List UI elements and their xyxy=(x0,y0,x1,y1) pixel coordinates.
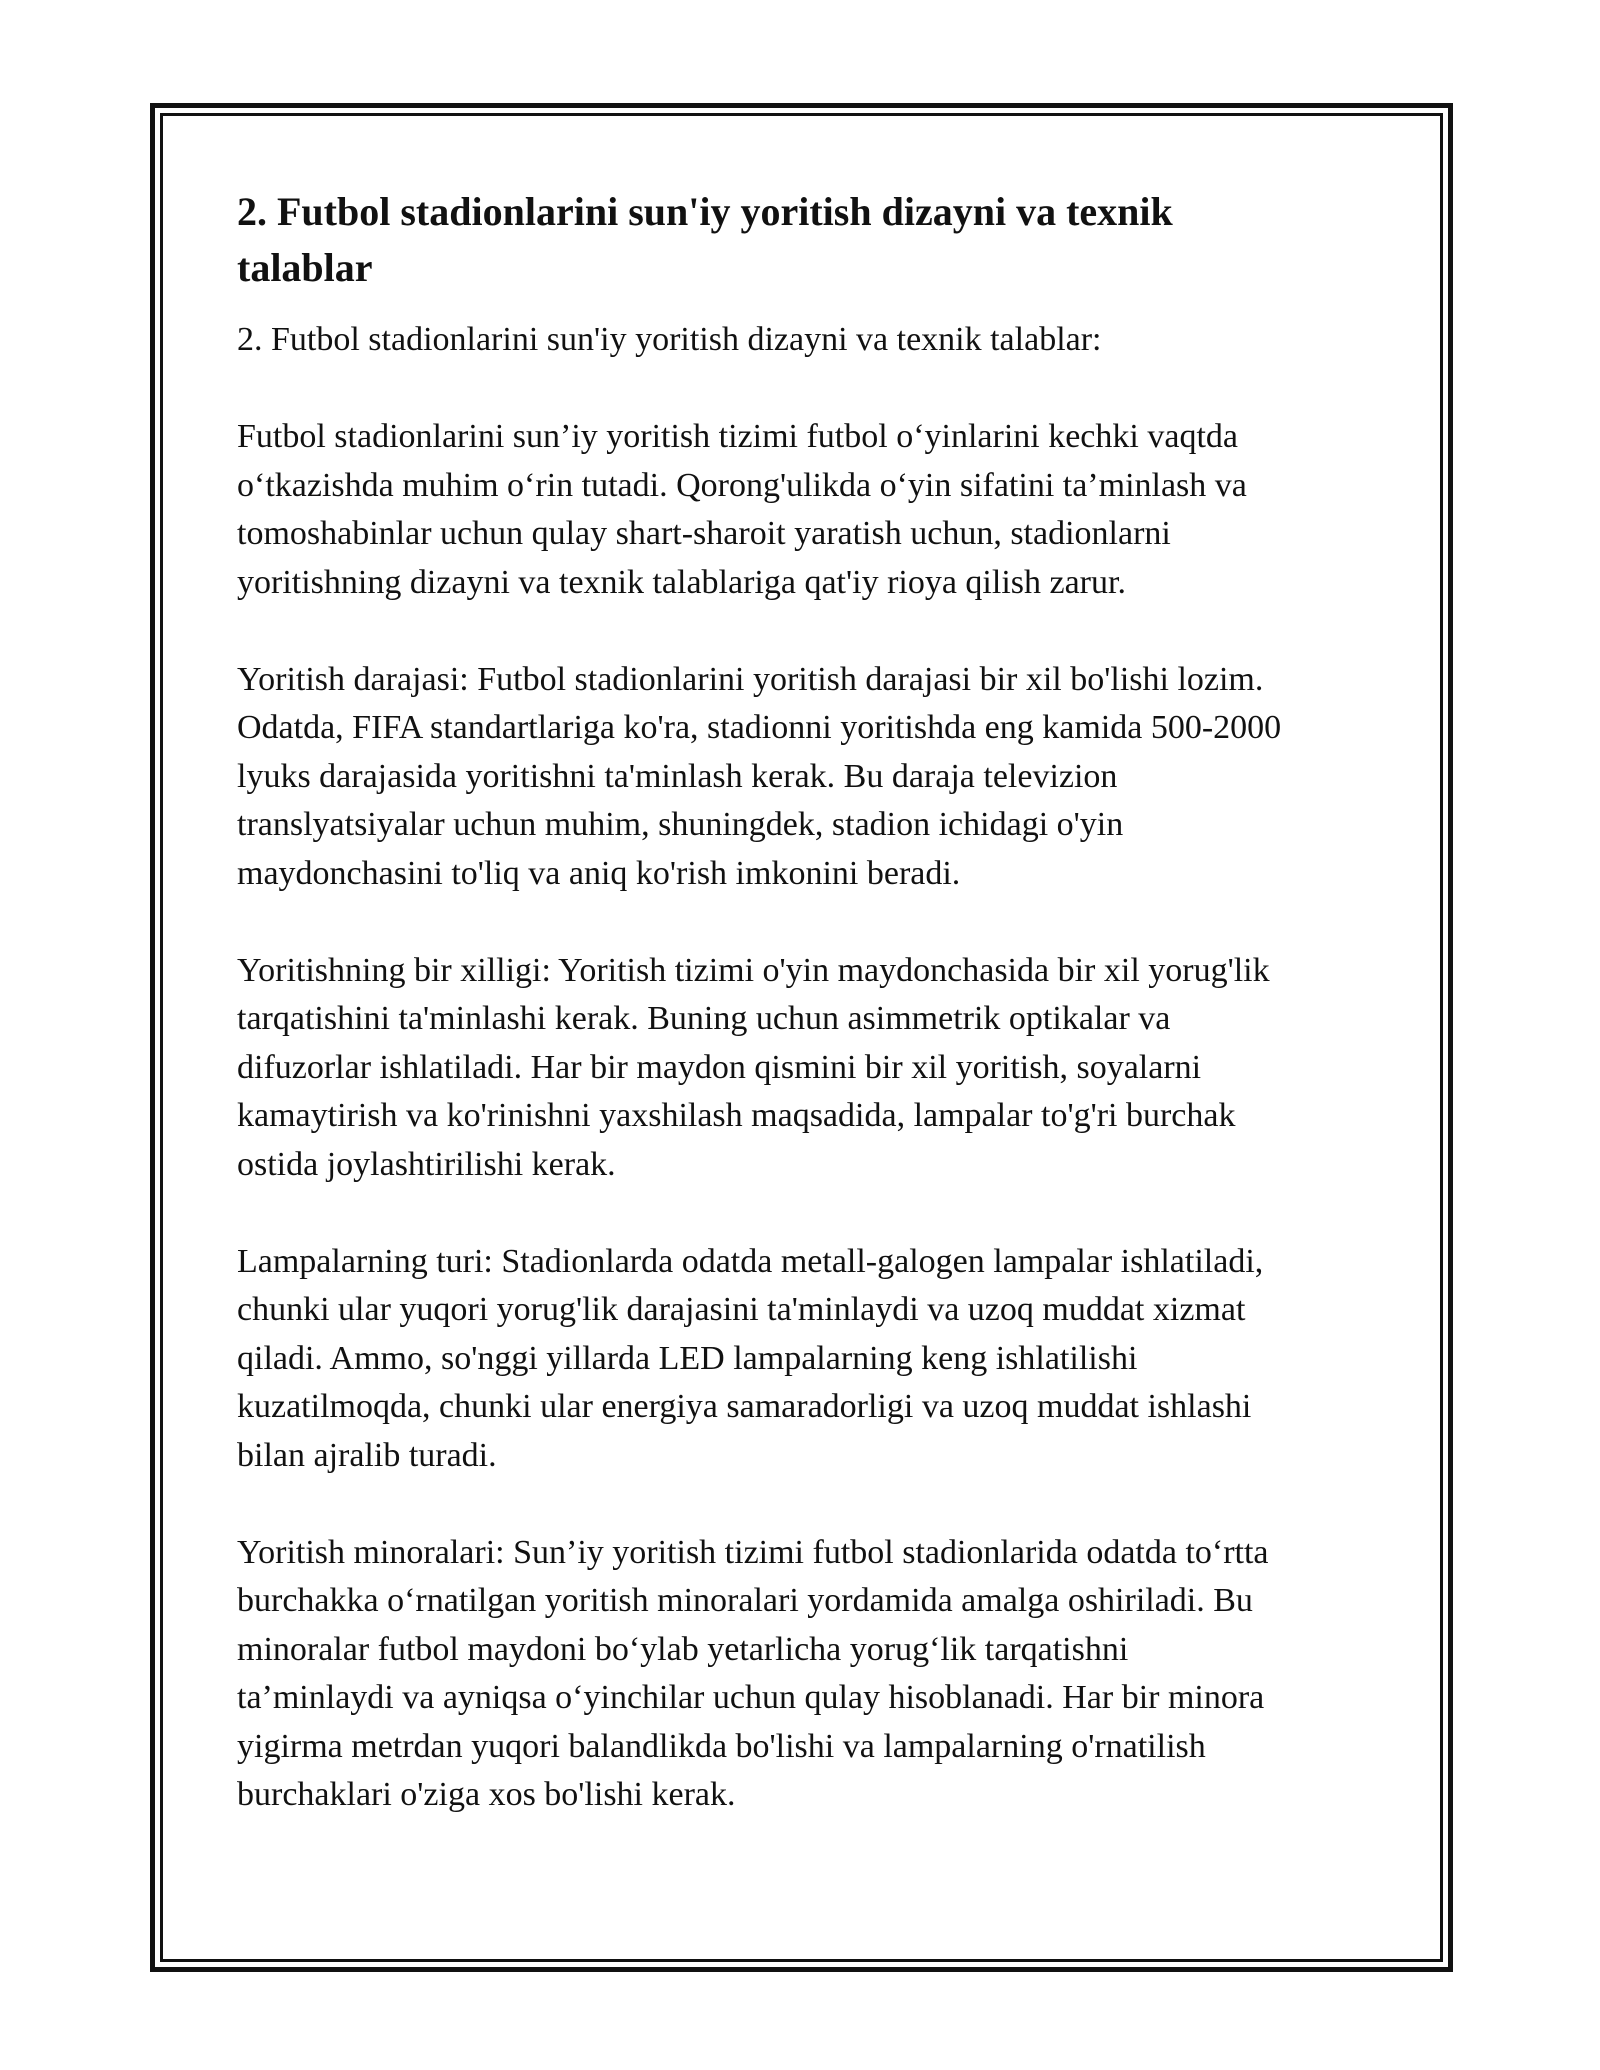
document-content xyxy=(237,184,1387,1868)
paragraph-lighting-uniformity: Yoritishning bir xilligi: Yoritish tizimi o'yin maydonchasida bir xil yorug'lik tarqatishini ta'minlashi kerak. Buning uchun asimmetrik optikalar va difuzorlar ishlatiladi. Har bir maydon qismini bir xil yoritish, soyalarni kamaytirish va ko'rinishni yaxshilash maqsadida, lampalar to'g'ri burchak ostida joylashtirilishi kerak. xyxy=(237,951,1270,1183)
section-heading: 2. Futbol stadionlarini sun'iy yoritish dizayni va texnik talablar xyxy=(237,189,1173,290)
paragraph-lighting-towers: Yoritish minoralari: Sun’iy yoritish tizimi futbol stadionlarida odatda to‘rtta burchakka o‘rnatilgan yoritish minoralari yordamida amalga oshiriladi. Bu minoralar futbol maydoni bo‘ylab yetarlicha yorug‘lik tarqatishni ta’minlaydi va ayniqsa o‘yinchilar uchun qulay hisoblanadi. Har bir minora yigirma metrdan yuqori balandlikda bo'lishi va lampalarning o'rnatilish burchaklari o'ziga xos bo'lishi kerak. xyxy=(237,1533,1269,1813)
paragraph-intro: Futbol stadionlarini sun’iy yoritish tizimi futbol o‘yinlarini kechki vaqtda o‘tkazishda muhim o‘rin tutadi. Qorong'ulikda o‘yin sifatini ta’minlash va tomoshabinlar uchun qulay shart-sharoit yaratish uchun, stadionlarni yoritishning dizayni va texnik talablariga qat'iy rioya qilish zarur. xyxy=(237,418,1247,601)
paragraph-lamp-types: Lampalarning turi: Stadionlarda odatda metall-galogen lampalar ishlatiladi, chunki ular yuqori yorug'lik darajasini ta'minlaydi va uzoq muddat xizmat qiladi. Ammo, so'nggi yillarda LED lampalarning keng ishlatilishi kuzatilmoqda, chunki ular energiya samaradorligi va uzoq muddat ishlashi bilan ajralib turadi. xyxy=(237,1242,1264,1474)
paragraph-intro-title: 2. Futbol stadionlarini sun'iy yoritish dizayni va texnik talablar: xyxy=(237,321,1102,358)
paragraph-lighting-level: Yoritish darajasi: Futbol stadionlarini yoritish darajasi bir xil bo'lishi lozim. Odatda, FIFA standartlariga ko'ra, stadionni yoritishda eng kamida 500-2000 lyuks darajasida yoritishni ta'minlash kerak. Bu daraja televizion translyatsiyalar uchun muhim, shuningdek, stadion ichidagi o'yin maydonchasini to'liq va aniq ko'rish imkonini beradi. xyxy=(237,660,1282,892)
